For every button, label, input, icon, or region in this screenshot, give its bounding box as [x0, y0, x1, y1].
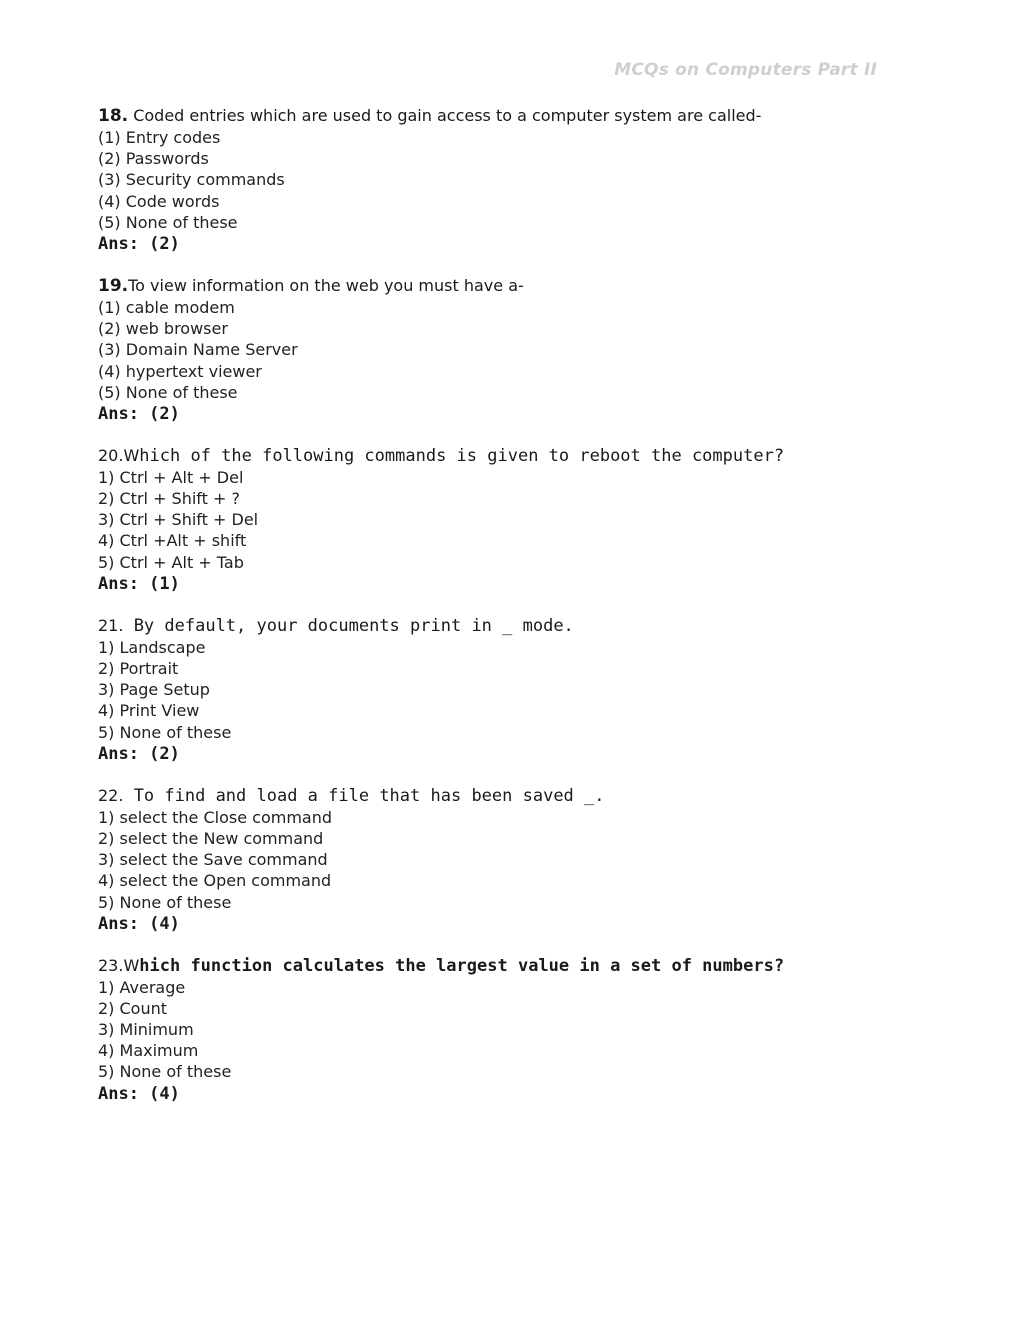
question-text: To view information on the web you must have a-	[128, 275, 524, 295]
question-18	[98, 105, 898, 255]
option: 5) None of these	[98, 1062, 232, 1082]
question-stem	[98, 785, 898, 807]
question-stem	[98, 955, 898, 977]
option: (5) None of these	[98, 382, 238, 402]
option: 3) select the Save command	[98, 850, 328, 870]
option: 2) Count	[98, 998, 168, 1018]
answer-line: Ans: (4)	[98, 1083, 180, 1104]
question-number: 20.W	[98, 445, 140, 465]
option: (1) cable modem	[98, 297, 235, 317]
question-number: 21.	[98, 615, 124, 635]
option: 1) select the Close command	[98, 807, 333, 827]
question-text: By default, your documents print in _ mode.	[123, 615, 574, 636]
answer-line: Ans: (1)	[98, 573, 180, 594]
question-20	[98, 445, 898, 595]
option: 1) Ctrl + Alt + Del	[98, 467, 244, 487]
question-23	[98, 955, 898, 1105]
option: 2) select the New command	[98, 828, 324, 848]
question-text: hich function calculates the largest value in a set of numbers?	[139, 955, 785, 976]
question-22	[98, 785, 898, 935]
question-19	[98, 275, 898, 425]
answer-line: Ans: (2)	[98, 403, 180, 424]
option: 1) Landscape	[98, 637, 206, 657]
answer-line: Ans: (2)	[98, 743, 180, 764]
option: (3) Security commands	[98, 170, 285, 190]
question-number: 22.	[98, 785, 124, 805]
option: 4) Maximum	[98, 1041, 199, 1061]
option: (2) web browser	[98, 319, 228, 339]
option: 4) Print View	[98, 701, 200, 721]
option: 3) Page Setup	[98, 680, 210, 700]
option: 5) None of these	[98, 892, 232, 912]
option: 2) Ctrl + Shift + ?	[98, 489, 240, 509]
question-number: 23.W	[98, 955, 140, 975]
option: (5) None of these	[98, 212, 238, 232]
question-stem	[98, 615, 898, 637]
question-text: Coded entries which are used to gain access to a computer system are called-	[128, 106, 762, 125]
question-stem	[98, 105, 898, 127]
question-number: 19.	[98, 275, 129, 296]
answer-line: Ans: (4)	[98, 913, 180, 934]
question-21	[98, 615, 898, 765]
option: (1) Entry codes	[98, 128, 221, 147]
option: (2) Passwords	[98, 149, 209, 169]
option: (3) Domain Name Server	[98, 340, 298, 360]
answer-line: Ans: (2)	[98, 233, 180, 254]
option: 1) Average	[98, 977, 186, 997]
question-stem	[98, 445, 898, 467]
option: (4) hypertext viewer	[98, 361, 262, 381]
option: 3) Ctrl + Shift + Del	[98, 510, 259, 530]
option: (4) Code words	[98, 191, 220, 211]
question-text: To find and load a file that has been saved _.	[123, 785, 605, 806]
option: 5) None of these	[98, 722, 232, 742]
option: 4) Ctrl +Alt + shift	[98, 531, 247, 551]
question-stem	[98, 275, 898, 297]
question-list	[98, 105, 898, 1125]
option: 5) Ctrl + Alt + Tab	[98, 552, 244, 572]
option: 2) Portrait	[98, 659, 179, 678]
option: 3) Minimum	[98, 1020, 194, 1040]
question-text: hich of the following commands is given to reboot the computer?	[139, 445, 785, 466]
option: 4) select the Open command	[98, 871, 332, 891]
question-number: 18.	[98, 106, 129, 126]
page-header-title: MCQs on Computers Part II	[614, 60, 877, 80]
